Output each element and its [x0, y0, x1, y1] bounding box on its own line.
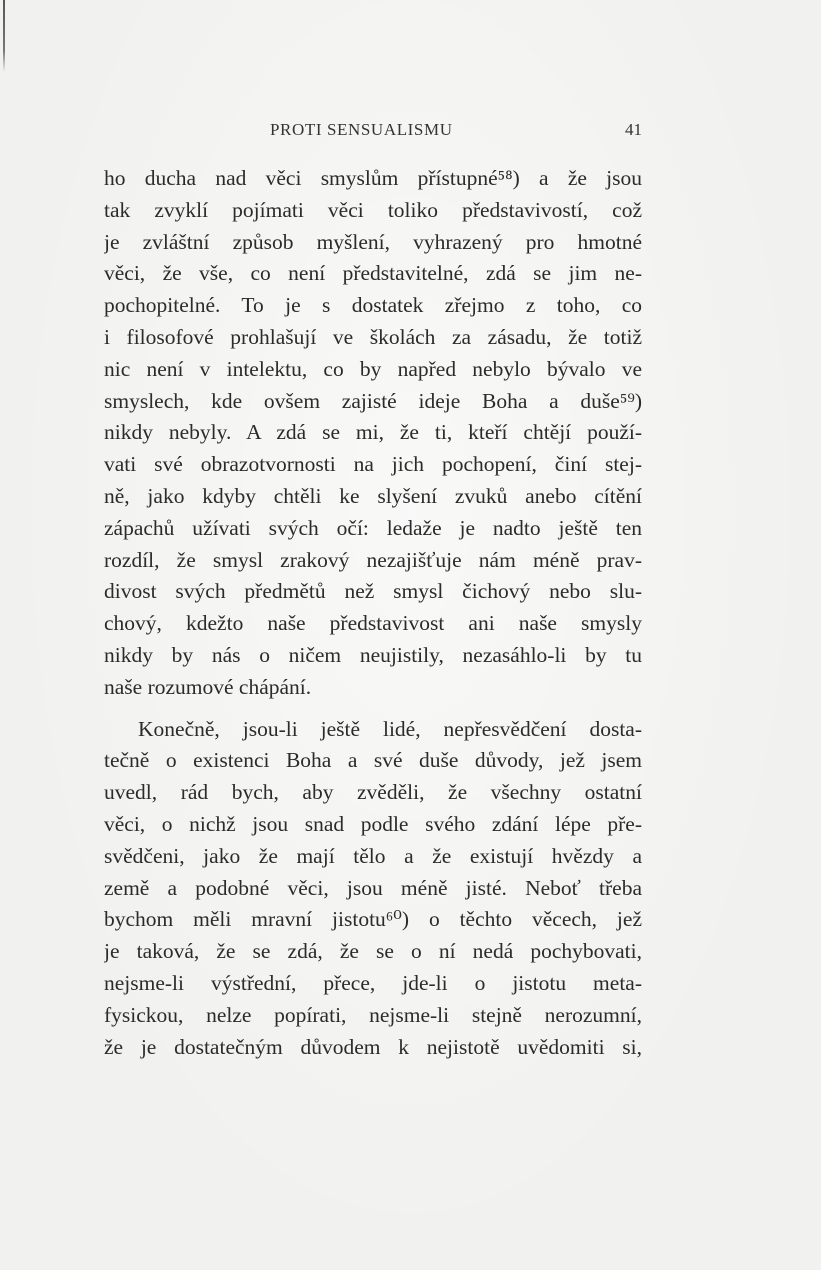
text-line: věci, že vše, co není představitelné, zdá se jim ne- — [104, 261, 642, 286]
page-number: 41 — [625, 120, 642, 139]
text-line: Konečně, jsou-li ještě lidé, nepřesvědčení dosta- — [138, 716, 642, 741]
text-line: chový, kdežto naše představivost ani naše smysly — [104, 611, 642, 636]
text-line: smyslech, kde ovšem zajisté ideje Boha a duše⁵⁹) — [104, 388, 642, 413]
text-line: tečně o existenci Boha a své duše důvody, jež jsem — [104, 748, 642, 773]
text-line: nic není v intelektu, co by napřed nebylo bývalo ve — [104, 356, 642, 381]
text-line: věci, o nichž jsou snad podle svého zdání lépe pře- — [104, 811, 642, 836]
text-line: tak zvyklí pojímati věci toliko představivostí, což — [104, 197, 642, 222]
text-line: nejsme-li výstřední, přece, jde-li o jistotu meta- — [104, 970, 642, 995]
text-line: bychom měli mravní jistotu⁶⁰) o těchto věcech, jež — [104, 907, 642, 932]
paragraph-gap — [104, 704, 642, 714]
page-edge-mark — [3, 0, 5, 72]
paragraph — [104, 714, 642, 1064]
text-line: i filosofové prohlašují ve školách za zásadu, že totiž — [104, 324, 642, 349]
text-line: zápachů užívati svých očí: ledaže je nadto ještě ten — [104, 515, 642, 540]
running-head — [104, 120, 642, 144]
text-line: je taková, že se zdá, že se o ní nedá pochybovati, — [104, 939, 642, 964]
running-title: PROTI SENSUALISMU — [270, 120, 453, 139]
text-line: naše rozumové chápání. — [104, 674, 312, 699]
text-line: nikdy nebyly. A zdá se mi, že ti, kteří chtějí použí- — [104, 420, 642, 445]
text-line: ho ducha nad věci smyslům přístupné⁵⁸) a že jsou — [104, 166, 642, 190]
body-text — [104, 163, 642, 1063]
paragraph — [104, 163, 642, 704]
text-line: je zvláštní způsob myšlení, vyhrazený pro hmotné — [104, 229, 642, 254]
text-line: divost svých předmětů než smysl čichový nebo slu- — [104, 579, 642, 604]
text-line: fysickou, nelze popírati, nejsme-li stejně nerozumní, — [104, 1002, 642, 1027]
text-line: že je dostatečným důvodem k nejistotě uvědomiti si, — [104, 1034, 642, 1059]
text-line: nikdy by nás o ničem neujistily, nezasáhlo-li by tu — [104, 642, 642, 667]
text-line: země a podobné věci, jsou méně jisté. Neboť třeba — [104, 875, 642, 900]
text-line: svědčeni, jako že mají tělo a že existují hvězdy a — [104, 843, 642, 868]
text-line: uvedl, rád bych, aby zvěděli, že všechny ostatní — [104, 780, 642, 805]
text-line: vati své obrazotvornosti na jich pochopení, činí stej- — [104, 452, 642, 477]
text-line: rozdíl, že smysl zrakový nezajišťuje nám méně prav- — [104, 547, 642, 572]
text-line: ně, jako kdyby chtěli ke slyšení zvuků anebo cítění — [104, 483, 642, 508]
text-line: pochopitelné. To je s dostatek zřejmo z toho, co — [104, 293, 642, 318]
